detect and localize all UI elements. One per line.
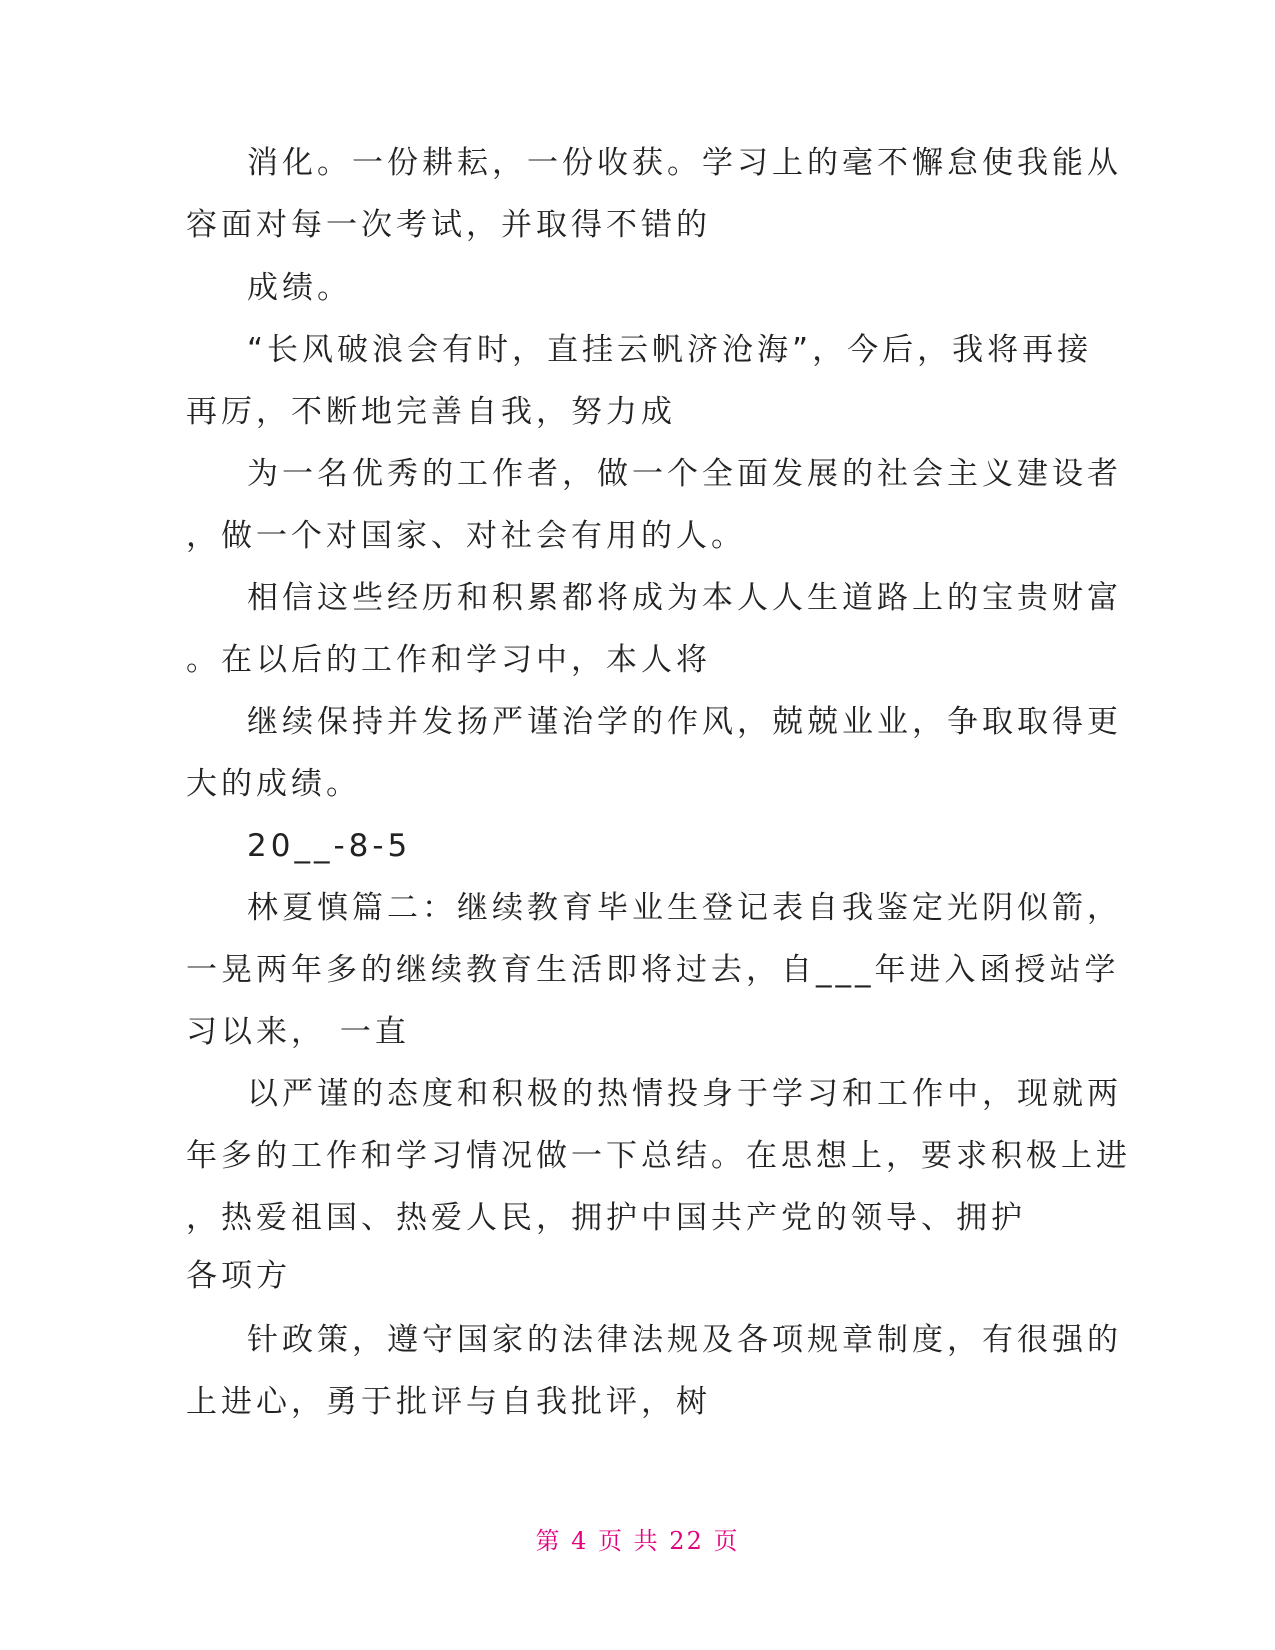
text-line: 消化。一份耕耘，一份收获。学习上的毫不懈怠使我能从 [247, 145, 1122, 181]
text-line: “长风破浪会有时，直挂云帆济沧海”，今后，我将再接 [247, 332, 1093, 368]
page-footer: 第 4 页 共 22 页 [535, 1527, 740, 1555]
section-heading-line: 林夏慎篇二：继续教育毕业生登记表自我鉴定光阴似箭， [247, 890, 1122, 926]
text-line: 容面对每一次考试，并取得不错的 [186, 207, 711, 243]
text-line: 年多的工作和学习情况做一下总结。在思想上，要求积极上进 [186, 1138, 1131, 1174]
text-line: 针政策，遵守国家的法律法规及各项规章制度，有很强的 [247, 1322, 1122, 1358]
text-line: 各项方 [186, 1258, 291, 1294]
text-line: 成绩。 [247, 270, 352, 306]
text-line: ，做一个对国家、对社会有用的人。 [186, 518, 746, 554]
text-line: 相信这些经历和积累都将成为本人人生道路上的宝贵财富 [247, 580, 1122, 616]
text-line: 为一名优秀的工作者，做一个全面发展的社会主义建设者 [247, 456, 1122, 492]
text-line: 再厉，不断地完善自我，努力成 [186, 394, 676, 430]
text-line: 继续保持并发扬严谨治学的作风，兢兢业业，争取取得更 [247, 704, 1122, 740]
text-line: 。在以后的工作和学习中，本人将 [186, 642, 711, 678]
text-line: 上进心，勇于批评与自我批评，树 [186, 1384, 711, 1420]
date-line: 20__-8-5 [247, 828, 412, 864]
text-line: 一晃两年多的继续教育生活即将过去，自___年进入函授站学 [186, 952, 1120, 988]
text-line: 以严谨的态度和积极的热情投身于学习和工作中，现就两 [247, 1076, 1122, 1112]
text-line: ，热爱祖国、热爱人民，拥护中国共产党的领导、拥护 [186, 1200, 1026, 1236]
text-line: 习以来， 一直 [186, 1014, 410, 1050]
text-line: 大的成绩。 [186, 766, 361, 802]
